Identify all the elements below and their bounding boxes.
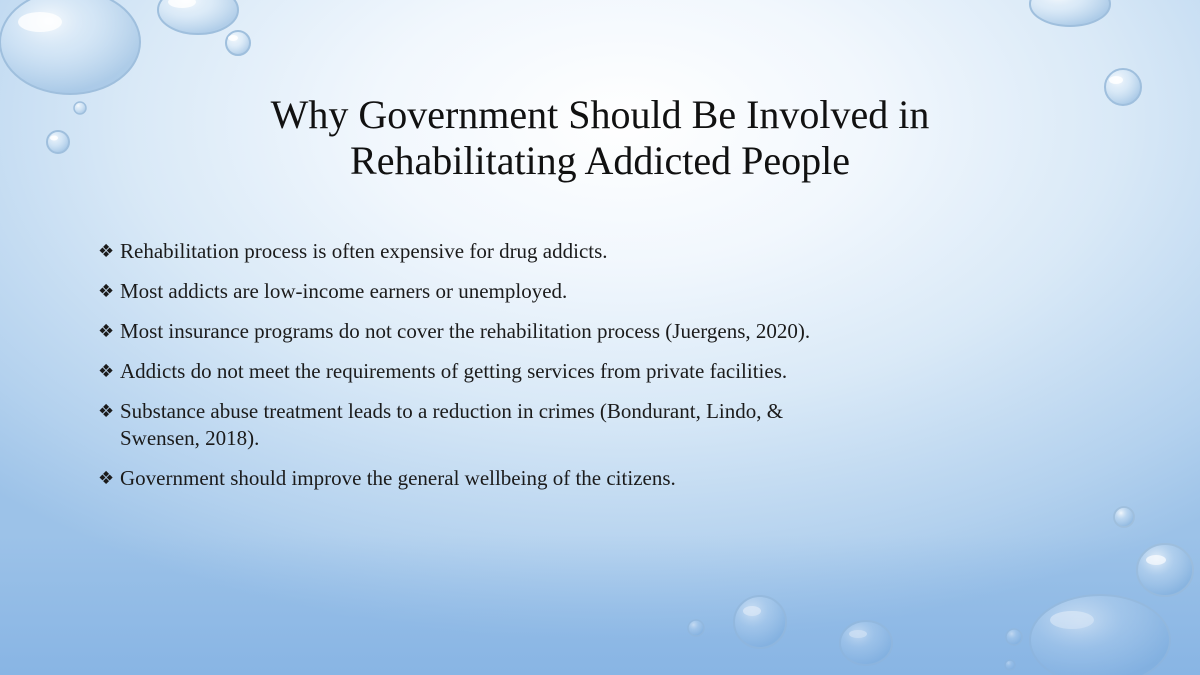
- droplet: [1105, 69, 1141, 105]
- droplet: [840, 621, 892, 665]
- diamond-four-petal-icon: ❖: [98, 401, 115, 422]
- diamond-four-petal-icon: ❖: [98, 468, 115, 489]
- droplet: [74, 102, 86, 114]
- bullet-text: Addicts do not meet the requirements of getting services from private facilities.: [120, 359, 788, 383]
- bullet-text: Most insurance programs do not cover the rehabilitation process (Juergens, 2020).: [120, 319, 811, 343]
- diamond-four-petal-icon: ❖: [98, 321, 115, 342]
- droplet: [0, 0, 140, 94]
- droplet: [1030, 0, 1110, 26]
- diamond-four-petal-icon: ❖: [98, 361, 115, 382]
- bullet-text: Rehabilitation process is often expensive for drug addicts.: [120, 239, 608, 263]
- droplet: [734, 596, 786, 648]
- list-item: [98, 278, 858, 305]
- droplet: [688, 620, 704, 636]
- droplet: [1030, 595, 1170, 675]
- bullet-text: Government should improve the general wellbeing of the citizens.: [120, 466, 676, 490]
- list-item: [98, 238, 858, 265]
- bullet-text: Substance abuse treatment leads to a reduction in crimes (Bondurant, Lindo, & Swensen, 2018).: [120, 399, 784, 450]
- diamond-four-petal-icon: ❖: [98, 241, 115, 262]
- droplet: [1114, 507, 1134, 527]
- droplet: [158, 0, 238, 34]
- droplet: [226, 31, 250, 55]
- list-item: [98, 465, 858, 492]
- list-item: [98, 398, 858, 452]
- list-item: [98, 318, 858, 345]
- droplet: [1005, 660, 1015, 670]
- slide-title: [150, 92, 1050, 184]
- bullet-list: [98, 238, 858, 505]
- diamond-four-petal-icon: ❖: [98, 281, 115, 302]
- list-item: [98, 358, 858, 385]
- droplet: [47, 131, 69, 153]
- bullet-text: Most addicts are low-income earners or unemployed.: [120, 279, 568, 303]
- droplet: [1006, 629, 1022, 645]
- droplet: [1137, 544, 1193, 596]
- slide-title-line: Rehabilitating Addicted People: [350, 138, 850, 183]
- slide-title-line: Why Government Should Be Involved in: [270, 92, 930, 137]
